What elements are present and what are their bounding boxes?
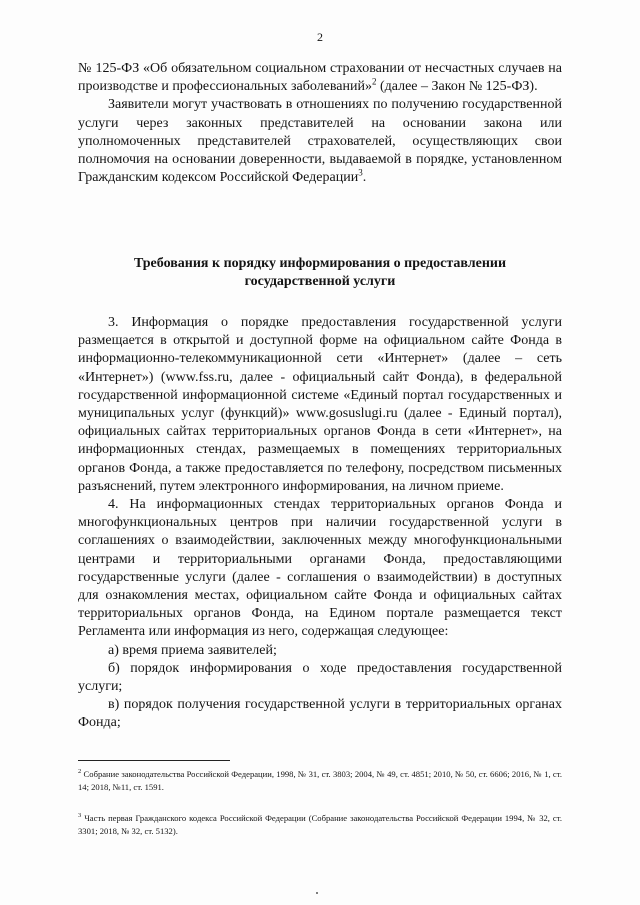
footnote-3: $^3$ Часть первая Гражданского кодекса Российской Федерации (Собрание законодательства Российской Федерации 1994, № 32, ст. 3301; 2018, № 32, ст. 5132). xyxy=(78,812,562,836)
main-block xyxy=(78,314,562,733)
section-heading-line-1: Требования к порядку информирования о предоставлении xyxy=(133,256,507,271)
list-item-b: б) порядок информирования о ходе предоставления государственной услуги; xyxy=(78,660,562,695)
footnote-divider xyxy=(78,760,230,761)
section-heading xyxy=(78,255,562,291)
footnote-mark-2: 2 xyxy=(78,768,82,776)
list-item-a: а) время приема заявителей; xyxy=(108,642,277,658)
list-item-c: в) порядок получения государственной услуги в территориальных органах Фонда; xyxy=(78,697,562,731)
paragraph-law-reference: № 125-ФЗ «Об обязательном социальном страховании от несчастных случаев на производстве и профессиональных заболеваний»$^2$ (далее – Закон № 125-ФЗ). xyxy=(78,61,562,95)
footnote-ref-2: 2 xyxy=(371,76,377,87)
page-number: 2 xyxy=(317,30,323,44)
paragraph-3: 3. Информация о порядке предоставления государственной услуги размещается в открытой и доступной форме на официальном сайте Фонда в информационно-телекоммуникационной сети «Интернет» (далее – сеть «Интернет») (www.fss.ru, далее - официальный сайт Фонда), в федеральной государственной информационной системе «Единый портал государственных и муниципальных услуг (функций)» www.gosuslugi.ru (далее - Единый портал), официальных сайтах территориальных органов Фонда в сети «Интернет», на информационных стендах, размещаемых в помещениях территориальных органов Фонда, а также предоставляется по телефону, посредством письменных разъяснений, путем электронного информирования, на личном приеме. xyxy=(78,315,562,494)
intro-block xyxy=(78,60,562,187)
paragraph-4: 4. На информационных стендах территориальных органов Фонда и многофункциональных центров при наличии государственной услуги в соглашениях о взаимодействии, заключенных между многофункциональными центрами и территориальными органами Фонда, предоставляющими государственные услуги (далее - соглашения о взаимодействии) в доступных для ознакомления местах, официальном сайте Фонда и официальных сайтах территориальных органов Фонда, на Едином портале размещается текст Регламента или информация из него, содержащая следующее: xyxy=(78,497,562,640)
footnote-mark-3: 3 xyxy=(78,812,82,820)
scan-speck xyxy=(316,892,318,894)
footnote-ref-3: 3 xyxy=(358,167,363,178)
section-heading-line-2: государственной услуги xyxy=(244,274,396,289)
paragraph-representatives: Заявители могут участвовать в отношениях по получению государственной услуги через законных представителей на основании закона или уполномоченных представителей страхователей, осуществляющих свои полномочия на основании доверенности, выдаваемой в порядке, установленном Гражданским кодексом Российской Федерации$^3$. xyxy=(78,97,562,186)
footnote-2: $^2$ Собрание законодательства Российской Федерации, 1998, № 31, ст. 3803; 2004, № 49, ст. 4851; 2010, № 50, ст. 6606; 2016, № 1, ст. 14; 2018, №11, ст. 1591. xyxy=(78,768,562,792)
